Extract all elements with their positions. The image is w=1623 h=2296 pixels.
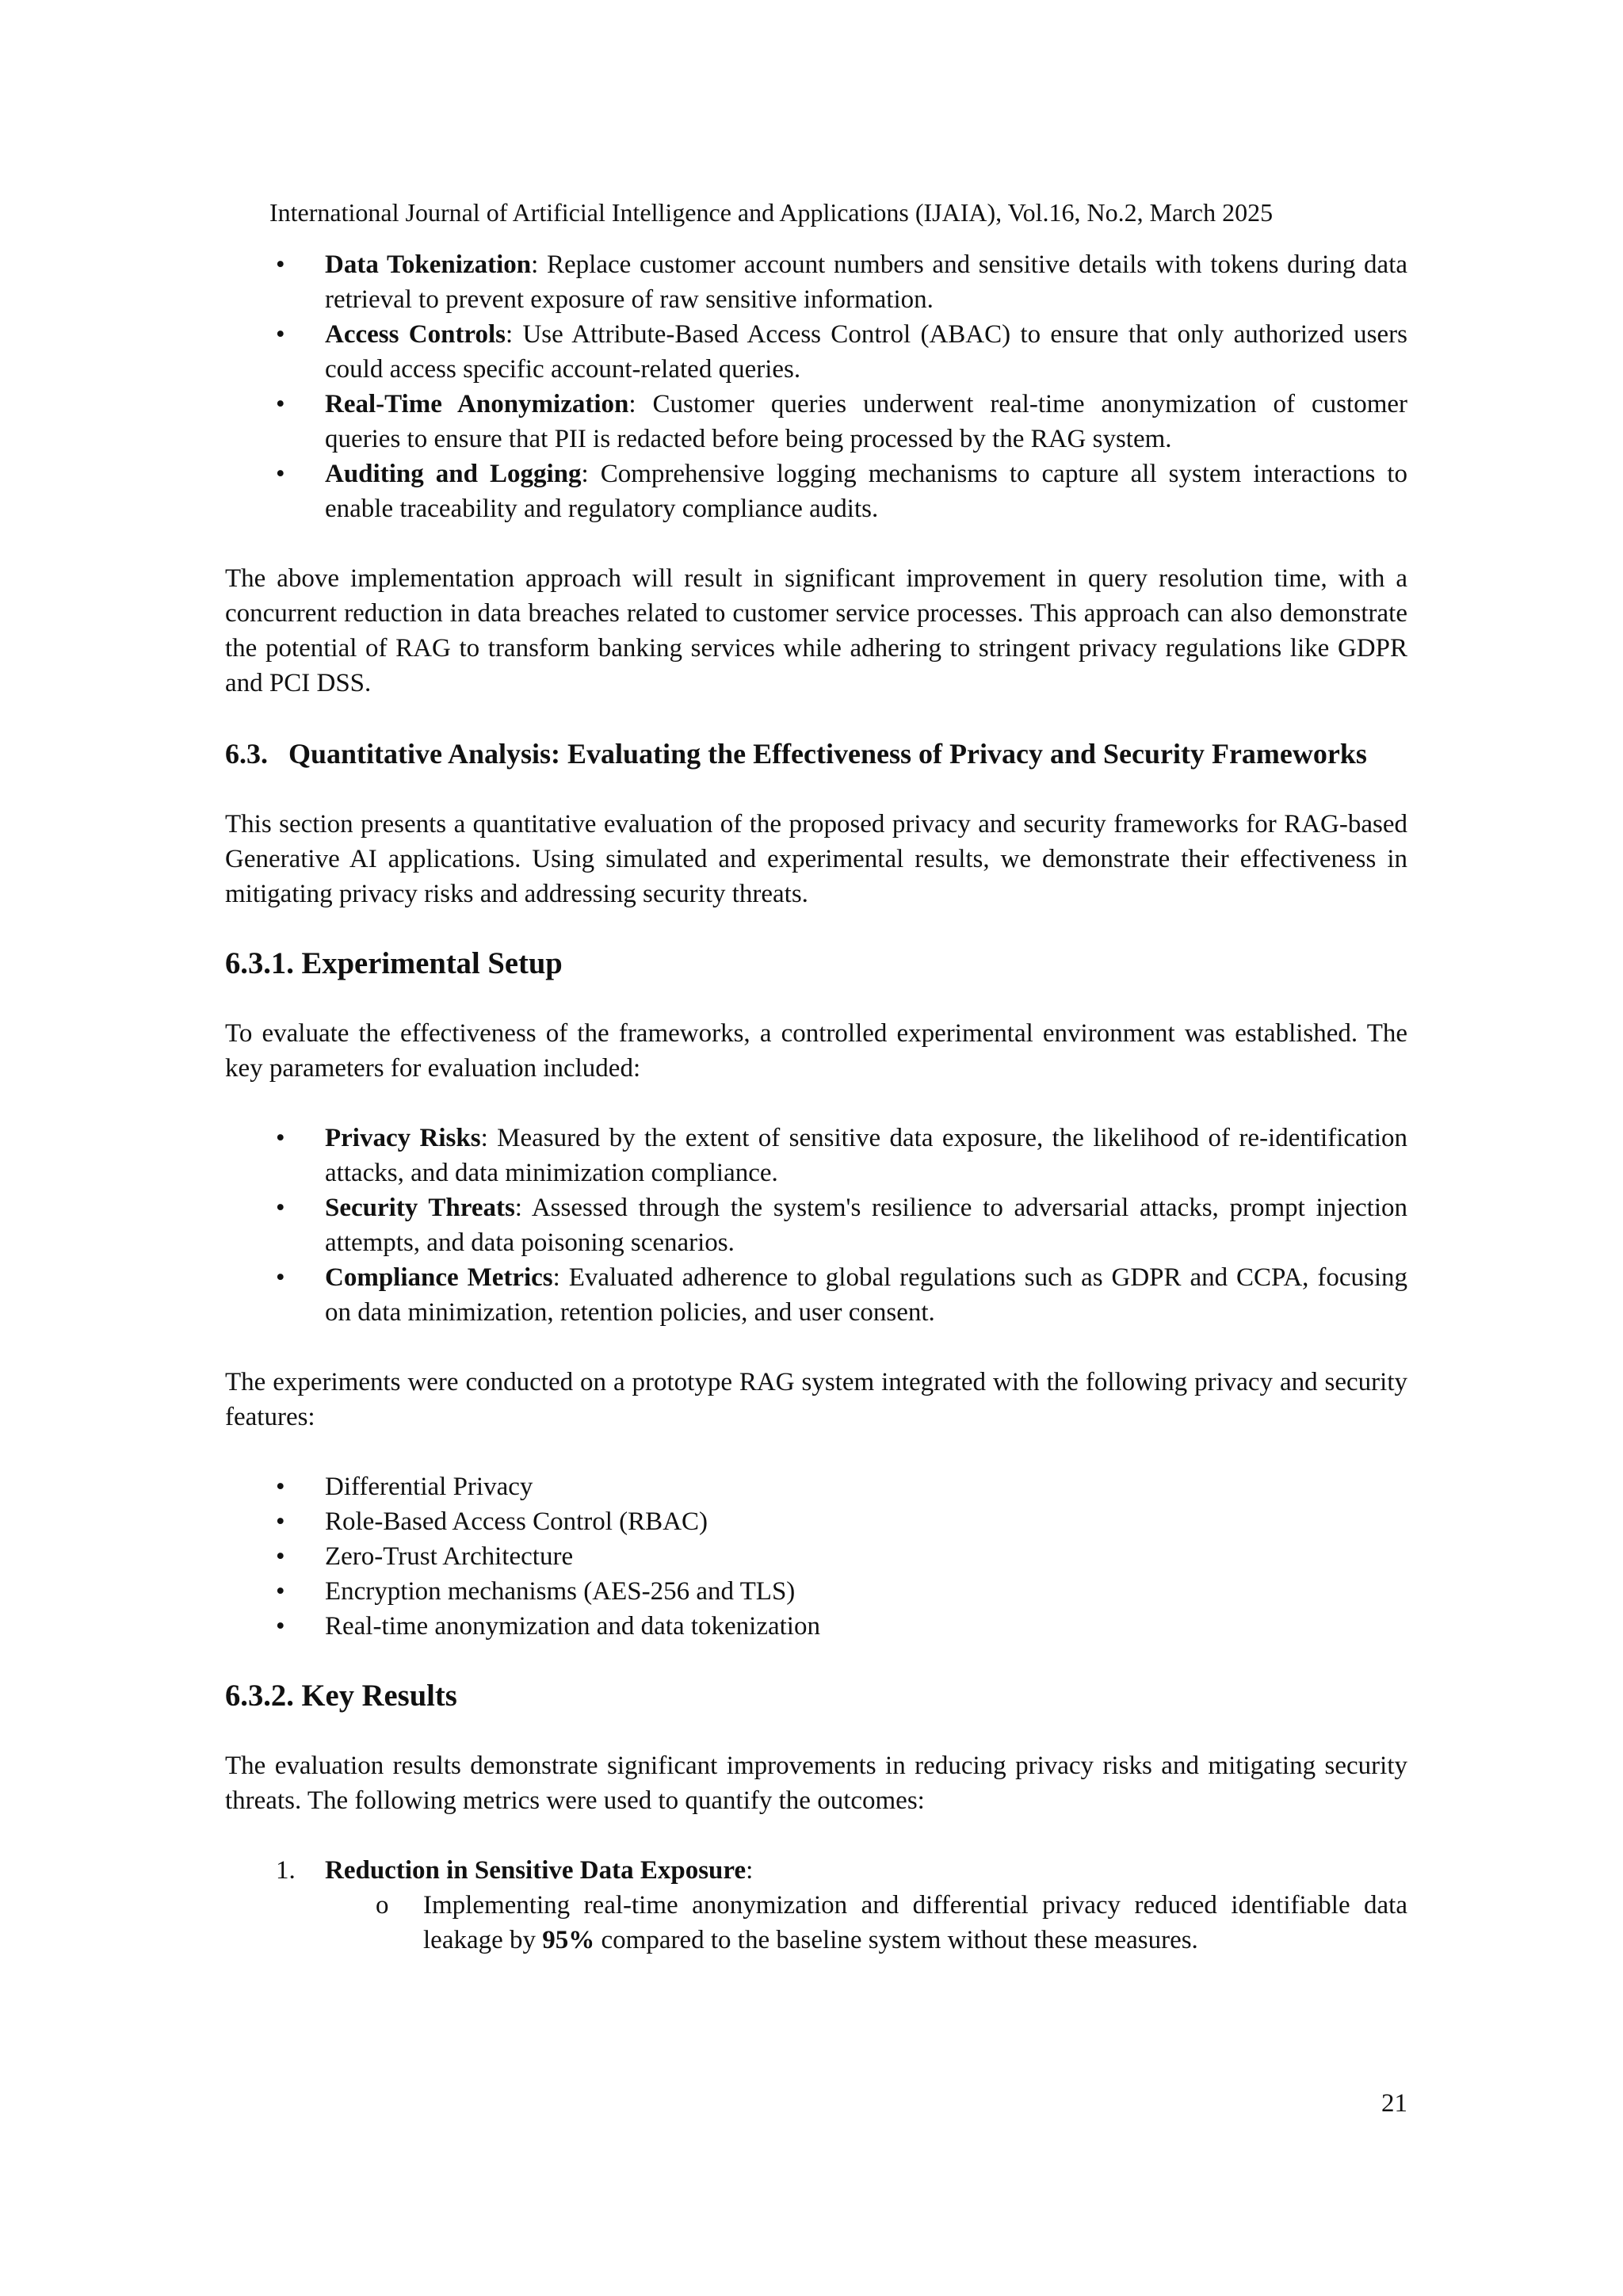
- features-list: [225, 1469, 1407, 1644]
- sub-list-marker: o: [376, 1891, 389, 1920]
- list-item: [225, 317, 1407, 387]
- results-numbered-list: [225, 1853, 1407, 1958]
- experimental-setup-paragraph: To evaluate the effectiveness of the frameworks, a controlled experimental environment was established. The key parameters for evaluation included:: [225, 1019, 1407, 1083]
- list-item: • Differential Privacy: [225, 1469, 1407, 1504]
- bullet-term: Compliance Metrics: [325, 1263, 553, 1292]
- bullet-text: : Customer queries underwent real-time anonymization of customer queries to ensure that PII is redacted before being processed by the RAG system.: [325, 390, 1407, 453]
- bullet-term: Real-Time Anonymization: [325, 390, 629, 418]
- list-item: • Zero-Trust Architecture: [225, 1539, 1407, 1574]
- result-suffix: :: [746, 1856, 754, 1885]
- list-item: • Real-time anonymization and data tokenization: [225, 1609, 1407, 1644]
- highlight-value: 95%: [542, 1926, 595, 1954]
- list-item: • Role-Based Access Control (RBAC): [225, 1504, 1407, 1539]
- section-intro-paragraph: This section presents a quantitative evaluation of the proposed privacy and security frameworks for RAG-based Generative AI applications. Using simulated and experimental results, we demonstrate their effectiveness in mitigating privacy risks and addressing security threats.: [225, 810, 1407, 908]
- bullet-term: Data Tokenization: [325, 250, 532, 279]
- evaluation-parameters-list: [225, 1121, 1407, 1330]
- list-item: [225, 457, 1407, 526]
- body-text: [225, 247, 1407, 1958]
- bullet-text: : Evaluated adherence to global regulations such as GDPR and CCPA, focusing on data minimization, retention policies, and user consent.: [325, 1263, 1407, 1327]
- bullet-text: : Replace customer account numbers and sensitive details with tokens during data retrieval to prevent exposure of raw sensitive information.: [325, 250, 1408, 314]
- section-heading-6-3: [225, 735, 1407, 772]
- result-sub-list: [325, 1888, 1407, 1958]
- key-results-paragraph: The evaluation results demonstrate significant improvements in reducing privacy risks and mitigating security threats. The following metrics were used to quantify the outcomes:: [225, 1752, 1407, 1815]
- list-item: [225, 1853, 1407, 1958]
- sub-list-item: [325, 1888, 1407, 1958]
- sub-item-text: Implementing real-time anonymization and differential privacy reduced identifiable data leakage by: [423, 1891, 1407, 1954]
- bullet-text: : Assessed through the system's resilience to adversarial attacks, prompt injection attempts, and data poisoning scenarios.: [325, 1194, 1407, 1257]
- tokenization-bullet-list: [225, 247, 1407, 526]
- section-number: 6.3.: [225, 738, 268, 770]
- bullet-term: Privacy Risks: [325, 1124, 481, 1152]
- list-item: • Encryption mechanisms (AES-256 and TLS): [225, 1574, 1407, 1609]
- list-item: [225, 247, 1407, 317]
- list-item: [225, 387, 1407, 457]
- implementation-paragraph: The above implementation approach will result in significant improvement in query resolution time, with a concurrent reduction in data breaches related to customer service processes. This approach can also demonstrate the potential of RAG to transform banking services while adhering to stringent privacy regulations like GDPR and PCI DSS.: [225, 564, 1407, 697]
- bullet-text: : Comprehensive logging mechanisms to capture all system interactions to enable traceability and regulatory compliance audits.: [325, 460, 1407, 523]
- section-title: Quantitative Analysis: Evaluating the Effectiveness of Privacy and Security Frameworks: [288, 738, 1367, 770]
- page-number: 21: [1381, 2089, 1407, 2118]
- prototype-paragraph: The experiments were conducted on a prototype RAG system integrated with the following privacy and security features:: [225, 1368, 1407, 1431]
- sub-item-text-end: compared to the baseline system without these measures.: [594, 1926, 1198, 1954]
- subsection-heading-key-results: 6.3.2. Key Results: [225, 1679, 457, 1713]
- subsection-heading-experimental-setup: 6.3.1. Experimental Setup: [225, 947, 563, 980]
- result-term: Reduction in Sensitive Data Exposure: [325, 1856, 747, 1885]
- bullet-term: Security Threats: [325, 1194, 515, 1222]
- running-header: International Journal of Artificial Intelligence and Applications (IJAIA), Vol.16, No.2, March 2025: [269, 198, 1274, 227]
- list-item: [225, 1260, 1407, 1330]
- list-item: [225, 1121, 1407, 1190]
- bullet-text: : Use Attribute-Based Access Control (ABAC) to ensure that only authorized users could access specific account-related queries.: [325, 320, 1407, 384]
- bullet-term: Auditing and Logging: [325, 460, 582, 488]
- bullet-text: : Measured by the extent of sensitive data exposure, the likelihood of re-identification attacks, and data minimization compliance.: [325, 1124, 1407, 1187]
- list-item: [225, 1190, 1407, 1260]
- bullet-term: Access Controls: [325, 320, 506, 349]
- list-number: 1.: [276, 1856, 296, 1885]
